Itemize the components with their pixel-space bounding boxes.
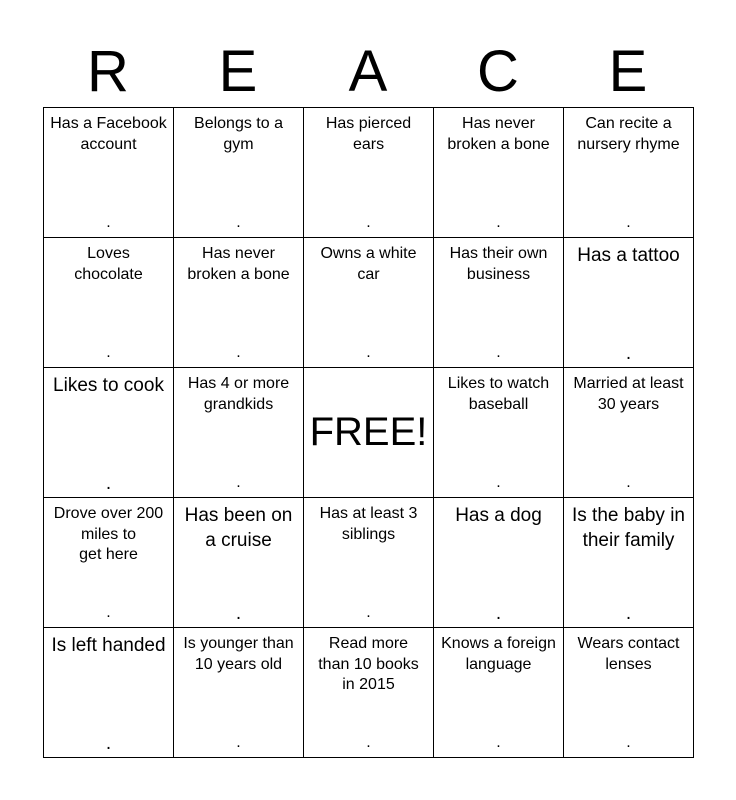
bingo-cell[interactable]: [44, 108, 174, 238]
bingo-cell-marker: .: [626, 214, 631, 231]
bingo-cell[interactable]: [44, 368, 174, 498]
bingo-cell[interactable]: [304, 238, 434, 368]
bingo-cell[interactable]: [174, 238, 304, 368]
header-letter-5: E: [608, 39, 648, 104]
bingo-cell[interactable]: [174, 498, 304, 628]
bingo-cell-marker: .: [495, 603, 502, 624]
bingo-cell-marker: .: [625, 343, 632, 364]
bingo-cell[interactable]: [304, 498, 434, 628]
bingo-cell-text: Read more than 10 books in 2015: [318, 635, 419, 693]
bingo-cell-text: Has been on a cruise: [184, 505, 293, 551]
bingo-cell-text: Belongs to a gym: [194, 115, 283, 153]
bingo-cell-marker: .: [236, 214, 241, 231]
bingo-cell-text: Owns a white car: [320, 245, 417, 283]
bingo-cell[interactable]: [564, 498, 694, 628]
bingo-cell-text: Has their own business: [449, 245, 548, 283]
bingo-cell-text: Has a tattoo: [577, 245, 680, 266]
bingo-cell-text: Loves chocolate: [74, 245, 143, 283]
bingo-cell-marker: .: [496, 734, 501, 751]
bingo-cell-text: Has at least 3 siblings: [319, 505, 418, 543]
bingo-cell-text: Has a Facebook account: [50, 115, 167, 153]
bingo-cell-marker: .: [106, 604, 111, 621]
bingo-cell-text: Drove over 200 miles to get here: [53, 505, 164, 563]
bingo-cell-marker: .: [366, 214, 371, 231]
bingo-cell-marker: .: [496, 474, 501, 491]
bingo-cell-marker: .: [366, 344, 371, 361]
bingo-cell[interactable]: [564, 108, 694, 238]
bingo-cell-marker: .: [235, 603, 242, 624]
bingo-cell-marker: .: [236, 474, 241, 491]
bingo-cell-marker: .: [366, 604, 371, 621]
bingo-cell[interactable]: [564, 368, 694, 498]
bingo-cell[interactable]: [44, 628, 174, 758]
bingo-cell-text: Has 4 or more grandkids: [187, 375, 290, 413]
bingo-cell-marker: .: [626, 474, 631, 491]
bingo-cell-marker: .: [106, 214, 111, 231]
bingo-cell-text: Knows a foreign language: [441, 635, 556, 673]
bingo-cell-text: Has never broken a bone: [447, 115, 550, 153]
bingo-cell[interactable]: [44, 238, 174, 368]
bingo-cell-marker: .: [366, 734, 371, 751]
bingo-cell-marker: .: [626, 734, 631, 751]
bingo-cell[interactable]: [434, 368, 564, 498]
header-letter-2: E: [218, 39, 258, 104]
bingo-cell-marker: .: [105, 473, 112, 494]
bingo-cell[interactable]: [174, 368, 304, 498]
bingo-cell-text: Married at least 30 years: [573, 375, 684, 413]
bingo-cell-text: Is younger than 10 years old: [183, 635, 294, 673]
bingo-cell-marker: .: [106, 344, 111, 361]
bingo-cell-text: Can recite a nursery rhyme: [577, 115, 680, 153]
bingo-cell[interactable]: [434, 498, 564, 628]
bingo-cell[interactable]: [434, 108, 564, 238]
bingo-cell-text: Wears contact lenses: [577, 635, 680, 673]
bingo-cell-free[interactable]: [304, 368, 434, 498]
header-letter-1: R: [87, 39, 129, 104]
bingo-cell[interactable]: [434, 628, 564, 758]
bingo-cell-marker: .: [625, 603, 632, 624]
bingo-cell-text: Has a dog: [455, 505, 542, 526]
bingo-cell[interactable]: [44, 498, 174, 628]
bingo-cell-text: Is left handed: [51, 635, 166, 656]
bingo-cell-text: Likes to cook: [53, 375, 164, 396]
bingo-cell-text: Has never broken a bone: [187, 245, 290, 283]
header-letter-4: C: [477, 39, 519, 104]
bingo-card-grid: [43, 107, 694, 758]
bingo-cell-marker: .: [236, 344, 241, 361]
bingo-cell-text: Has pierced ears: [325, 115, 412, 153]
bingo-cell[interactable]: [304, 628, 434, 758]
bingo-cell[interactable]: [564, 628, 694, 758]
bingo-cell[interactable]: [564, 238, 694, 368]
free-space-label: FREE!: [309, 410, 428, 454]
bingo-cell[interactable]: [304, 108, 434, 238]
bingo-cell[interactable]: [174, 108, 304, 238]
bingo-cell-marker: .: [236, 734, 241, 751]
bingo-cell-text: Likes to watch baseball: [447, 375, 550, 413]
bingo-header: [43, 40, 693, 104]
bingo-cell-marker: .: [105, 733, 112, 754]
bingo-cell-marker: .: [496, 344, 501, 361]
bingo-cell-text: Is the baby in their family: [571, 505, 686, 551]
bingo-cell-marker: .: [496, 214, 501, 231]
bingo-cell[interactable]: [434, 238, 564, 368]
bingo-cell[interactable]: [174, 628, 304, 758]
header-letter-3: A: [348, 39, 388, 104]
